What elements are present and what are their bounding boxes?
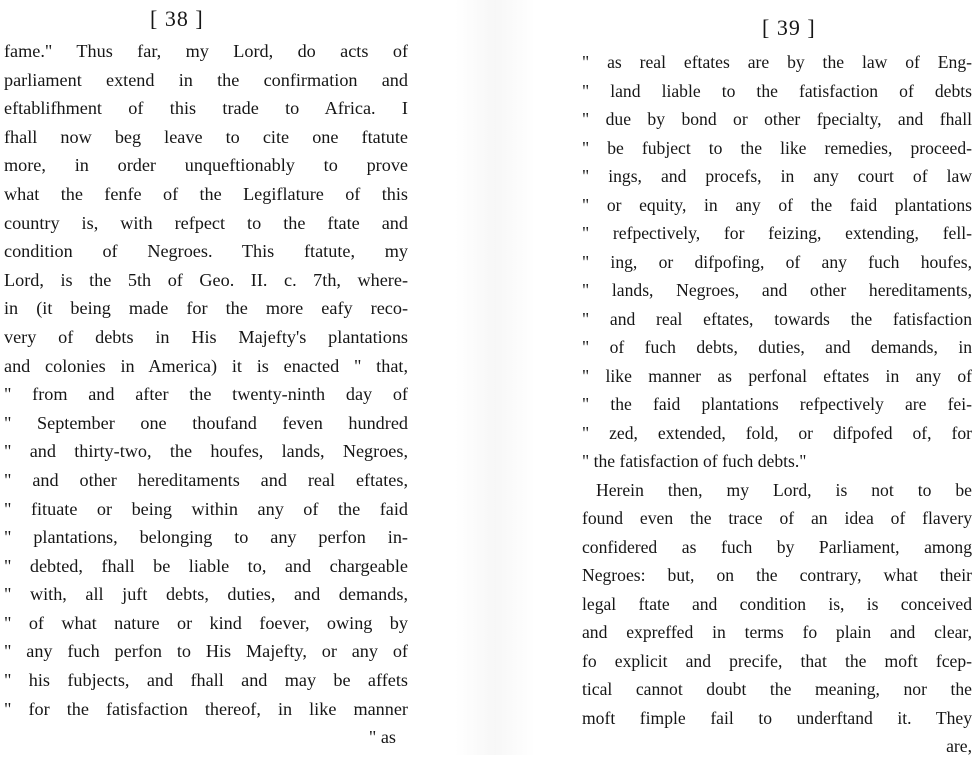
text-line: Lord, is the 5th of Geo. II. c. 7th, where-: [4, 269, 408, 290]
right-page-text: [582, 48, 972, 761]
text-line: " of what nature or kind foever, owing by: [4, 612, 408, 633]
text-line: " ing, or difpofing, of any fuch houfes,: [582, 251, 972, 272]
text-line: " the faid plantations refpectively are fei-: [582, 394, 972, 414]
book-gutter: [455, 0, 535, 755]
text-line: " the fatisfaction of fuch debts.": [582, 451, 807, 471]
text-line: " debted, fhall be liable to, and chargeable: [4, 555, 408, 576]
page-number-left: [ 38 ]: [150, 6, 204, 31]
text-line: " due by bond or other fpecialty, and fhall: [582, 109, 972, 129]
text-line: and colonies in America) it is enacted " that,: [4, 355, 408, 376]
text-line: " plantations, belonging to any perfon in-: [4, 527, 408, 548]
text-line: " as real eftates are by the law of Eng-: [582, 52, 972, 72]
text-line: moft fimple fail to underftand it. They: [582, 707, 972, 728]
text-line: " be fubject to the like remedies, proceed-: [582, 137, 972, 158]
text-line: " and thirty-two, the houfes, lands, Negroes,: [4, 441, 408, 462]
text-line: fame." Thus far, my Lord, do acts of: [4, 41, 408, 61]
page-number-right: [ 39 ]: [762, 15, 816, 40]
text-line: fhall now beg leave to cite one ftatute: [4, 126, 408, 147]
text-line: " September one thoufand feven hundred: [4, 412, 408, 433]
text-line: Negroes: but, on the contrary, what their: [582, 565, 972, 585]
left-page: [0, 0, 440, 755]
text-line: " or equity, in any of the faid plantations: [582, 194, 972, 215]
text-line: confidered as fuch by Parliament, among: [582, 536, 972, 557]
text-line: " and real eftates, towards the fatisfaction: [582, 308, 972, 329]
text-line: more, in order unqueftionably to prove: [4, 155, 408, 176]
catchword-left: " as: [368, 727, 396, 748]
text-line: " zed, extended, fold, or difpofed of, for: [582, 422, 972, 443]
text-line: " his fubjects, and fhall and may be affets: [4, 670, 408, 691]
text-line: " lands, Negroes, and other hereditaments,: [582, 280, 972, 300]
text-line: legal ftate and condition is, is conceived: [582, 593, 972, 614]
text-line: and expreffed in terms fo plain and clear,: [582, 622, 972, 642]
catchword-right: are,: [946, 736, 972, 756]
text-line: " for the fatisfaction thereof, in like manner: [4, 698, 408, 719]
text-line: " of fuch debts, duties, and demands, in: [582, 337, 972, 357]
text-line: " fituate or being within any of the faid: [4, 498, 408, 519]
text-line: condition of Negroes. This ftatute, my: [4, 241, 408, 262]
text-line: parliament extend in the confirmation and: [4, 69, 408, 90]
text-line: what the fenfe of the Legiflature of this: [4, 183, 408, 204]
text-line: " like manner as perfonal eftates in any of: [582, 365, 972, 386]
text-line: country is, with refpect to the ftate and: [4, 212, 408, 233]
text-line: in (it being made for the more eafy reco-: [4, 298, 408, 319]
text-line: " any fuch perfon to His Majefty, or any of: [4, 641, 408, 662]
text-line: very of debts in His Majefty's plantations: [4, 326, 408, 347]
text-line: " refpectively, for feizing, extending, fell-: [582, 223, 972, 243]
text-line: Herein then, my Lord, is not to be: [596, 479, 972, 500]
text-line: found even the trace of an idea of flavery: [582, 508, 972, 528]
text-line: tical cannot doubt the meaning, nor the: [582, 679, 972, 699]
text-line: fo explicit and precife, that the moft fcep-: [582, 650, 972, 671]
text-line: " and other hereditaments and real eftates,: [4, 469, 408, 490]
text-line: " land liable to the fatisfaction of debts: [582, 80, 972, 101]
text-line: eftablifhment of this trade to Africa. I: [4, 98, 408, 119]
text-line: " with, all juft debts, duties, and demands,: [4, 584, 408, 605]
text-line: " from and after the twenty-ninth day of: [4, 384, 408, 405]
left-page-text: [4, 37, 408, 752]
text-line: " ings, and procefs, in any court of law: [582, 166, 972, 186]
right-page: [582, 0, 980, 755]
